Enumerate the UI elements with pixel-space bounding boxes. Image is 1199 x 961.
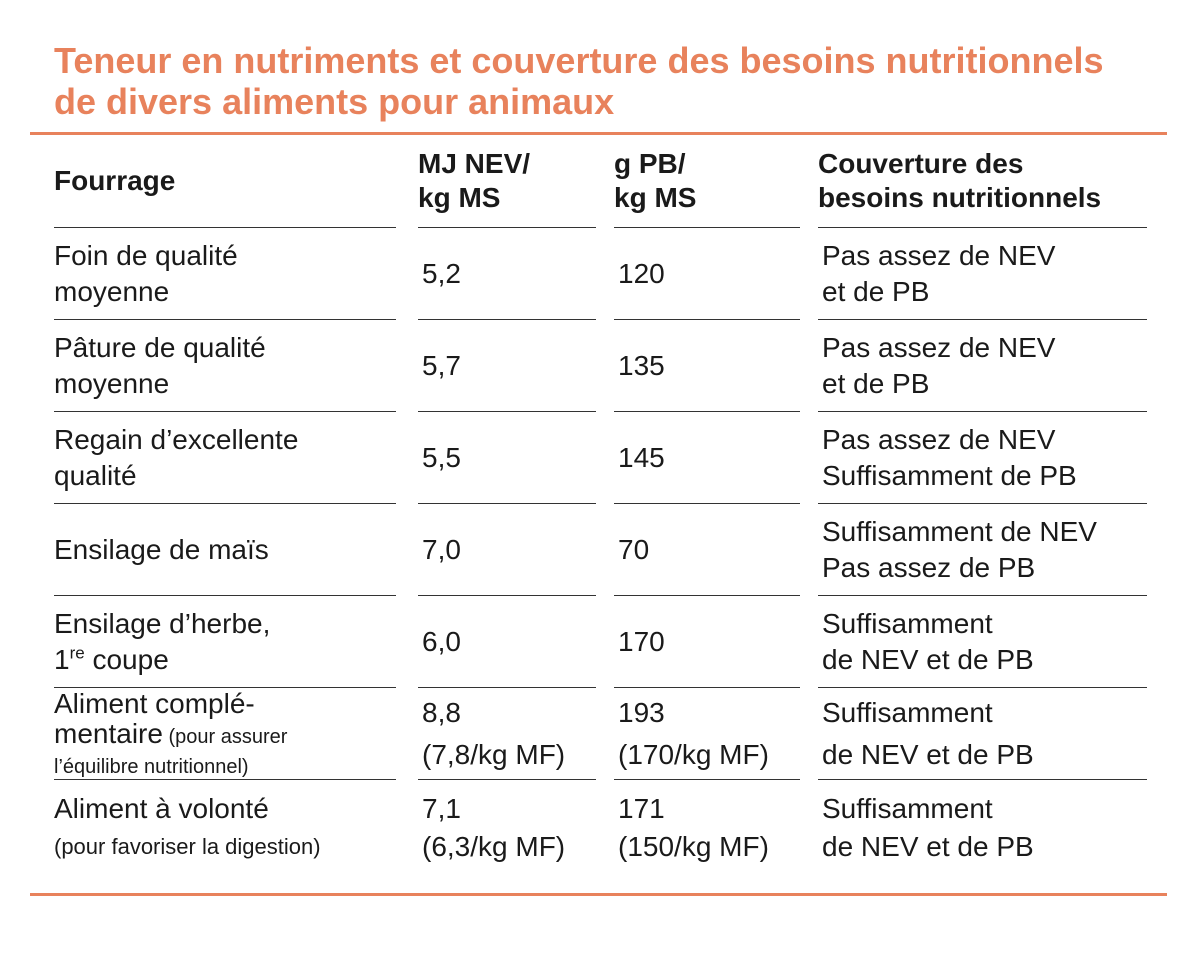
header-nev: MJ NEV/ kg MS: [410, 135, 606, 228]
cell-nev: 7,1 (6,3/kg MF): [422, 792, 566, 862]
table-row: [30, 228, 1167, 320]
cell-couverture: Pas assez de NEV et de PB: [822, 331, 1056, 399]
nutrient-table: [30, 135, 1167, 875]
cell-pb: 170: [618, 625, 665, 657]
cell-nev: 8,8 (7,8/kg MF): [422, 696, 566, 770]
table-row: [30, 596, 1167, 688]
cell-couverture: Pas assez de NEV Suffisamment de PB: [822, 423, 1077, 491]
bottom-rule: [30, 893, 1167, 896]
table-row: [30, 688, 1167, 780]
cell-nev: 5,2: [422, 257, 461, 289]
header-row: [30, 135, 1167, 228]
header-couverture: Couverture des besoins nutritionnels: [810, 135, 1167, 228]
header-fourrage: Fourrage: [30, 135, 410, 228]
cell-nev: 5,5: [422, 441, 461, 473]
cell-nev: 6,0: [422, 625, 461, 657]
cell-pb: 145: [618, 441, 665, 473]
table-title: Teneur en nutriments et couverture des besoins nutritionnels de divers aliments pour animaux: [54, 40, 1104, 122]
header-pb: g PB/ kg MS: [606, 135, 810, 228]
cell-fourrage: Aliment à volonté (pour favoriser la digestion): [54, 792, 321, 859]
cell-nev: 7,0: [422, 533, 461, 565]
cell-pb: 171 (150/kg MF): [618, 792, 769, 862]
cell-couverture: Suffisamment de NEV et de PB: [822, 696, 1034, 770]
cell-couverture: Suffisamment de NEV et de PB: [822, 607, 1034, 675]
cell-fourrage: Aliment complé- mentaire (pour assurer l’équilibre nutritionnel): [54, 687, 288, 778]
cell-pb: 120: [618, 257, 665, 289]
cell-couverture: Suffisamment de NEV Pas assez de PB: [822, 515, 1097, 583]
cell-fourrage: Foin de qualité moyenne: [54, 239, 238, 307]
cell-fourrage: Ensilage d’herbe, 1re coupe: [54, 607, 271, 675]
cell-fourrage: Pâture de qualité moyenne: [54, 331, 266, 399]
cell-fourrage: Ensilage de maïs: [54, 533, 269, 565]
cell-pb: 135: [618, 349, 665, 381]
cell-pb: 70: [618, 533, 650, 565]
table-row: [30, 780, 1167, 875]
table-row: [30, 320, 1167, 412]
table-row: [30, 412, 1167, 504]
cell-fourrage: Regain d’excellente qualité: [54, 423, 299, 491]
cell-nev: 5,7: [422, 349, 461, 381]
table-row: [30, 504, 1167, 596]
cell-couverture: Pas assez de NEV et de PB: [822, 239, 1056, 307]
cell-pb: 193 (170/kg MF): [618, 696, 769, 770]
cell-couverture: Suffisamment de NEV et de PB: [822, 792, 1034, 862]
